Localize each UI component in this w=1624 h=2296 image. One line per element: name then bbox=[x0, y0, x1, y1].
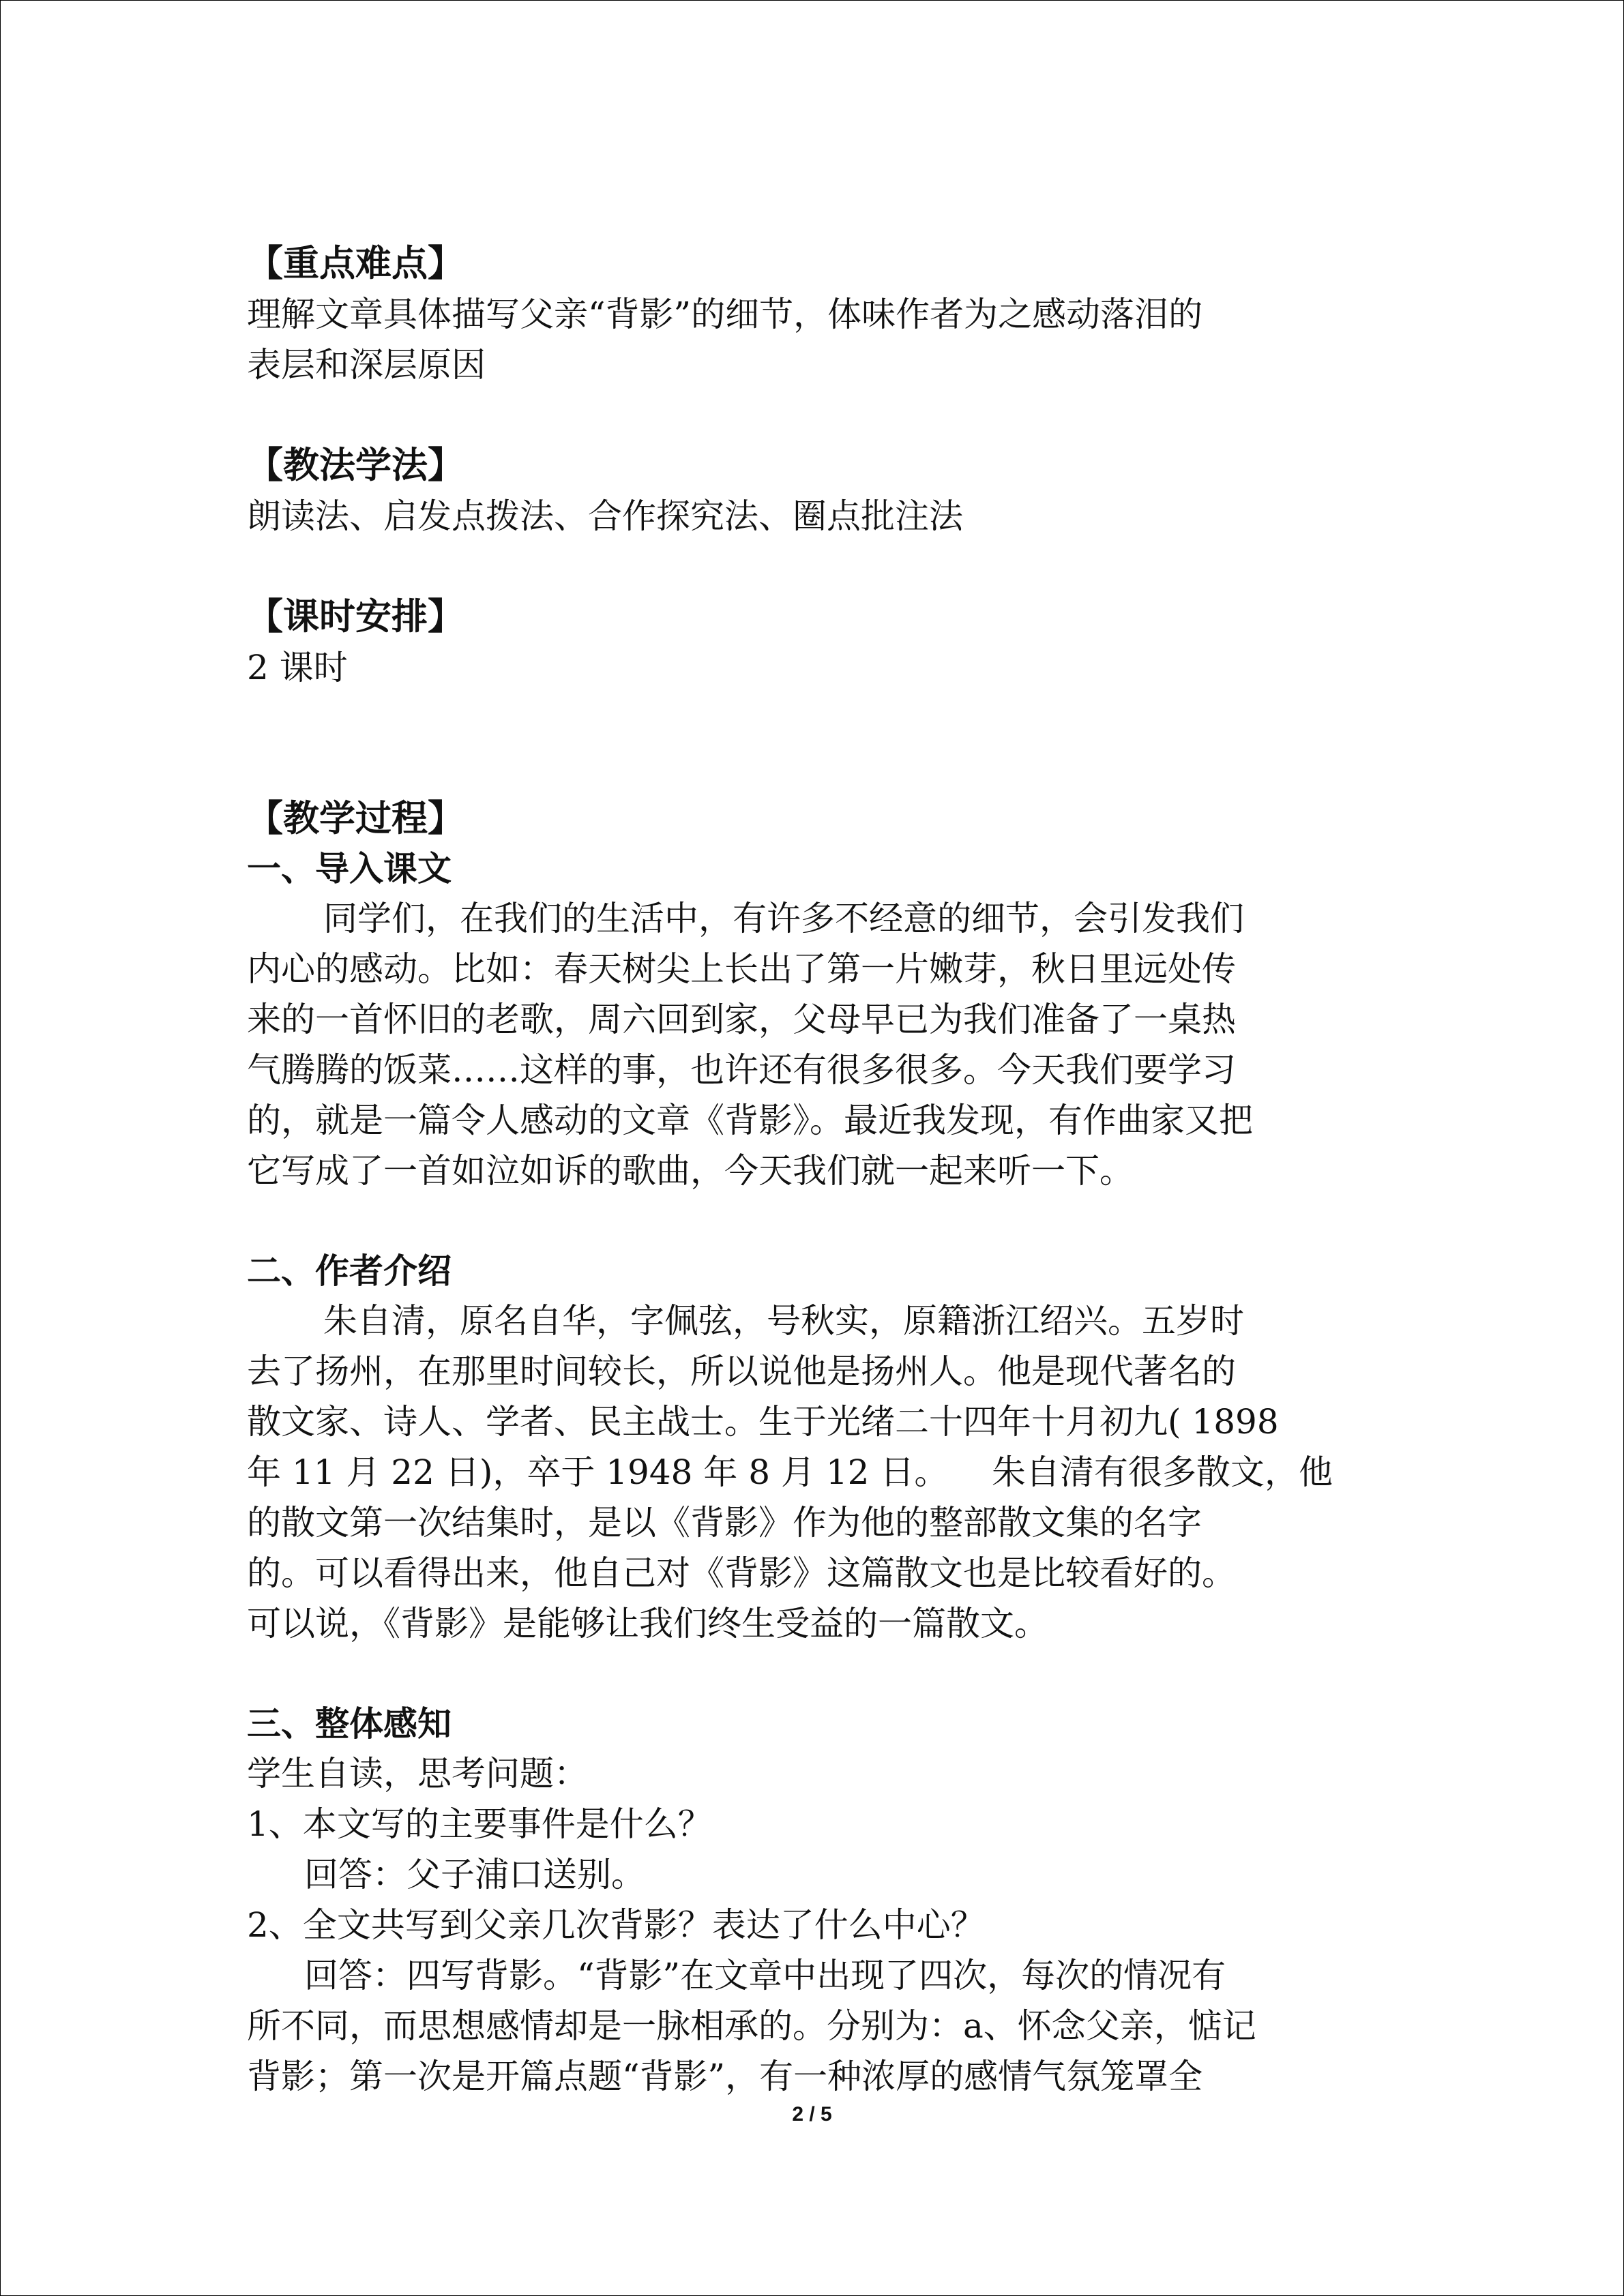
overview-title: 三、整体感知 bbox=[247, 1704, 452, 1744]
author-line-4: 年 11 月 22 日)，卒于 1948 年 8 月 12 日。 朱自清有很多散文，他 bbox=[247, 1452, 1333, 1492]
answer-2-line-1: 回答：四写背影。“背影”在文章中出现了四次，每次的情况有 bbox=[304, 1956, 1226, 1995]
question-1: 1、本文写的主要事件是什么？ bbox=[247, 1804, 712, 1844]
author-line-1: 朱自清，原名自华，字佩弦，号秋实，原籍浙江绍兴。五岁时 bbox=[323, 1301, 1244, 1341]
intro-line-4: 气腾腾的饭菜……这样的事，也许还有很多很多。今天我们要学习 bbox=[247, 1050, 1236, 1090]
intro-line-5: 的，就是一篇令人感动的文章《背影》。最近我发现，有作曲家又把 bbox=[247, 1101, 1253, 1140]
overview-prompt: 学生自读，思考问题： bbox=[247, 1754, 588, 1793]
page-number: 2 / 5 bbox=[792, 2103, 832, 2126]
schedule-line: 2 课时 bbox=[247, 648, 348, 687]
author-line-3: 散文家、诗人、学者、民主战士。生于光绪二十四年十月初九( 1898 bbox=[247, 1402, 1279, 1442]
intro-line-6: 它写成了一首如泣如诉的歌曲，今天我们就一起来听一下。 bbox=[247, 1151, 1134, 1191]
author-line-6: 的。可以看得出来，他自己对《背影》这篇散文也是比较看好的。 bbox=[247, 1553, 1236, 1593]
methods-heading: 【教法学法】 bbox=[247, 445, 464, 486]
author-line-7: 可以说，《背影》是能够让我们终生受益的一篇散文。 bbox=[247, 1604, 1048, 1643]
intro-line-3: 来的一首怀旧的老歌，周六回到家，父母早已为我们准备了一桌热 bbox=[247, 1000, 1236, 1039]
answer-2-line-2: 所不同，而思想感情却是一脉相承的。分别为：a、怀念父亲，惦记 bbox=[247, 2006, 1256, 2046]
process-heading: 【教学过程】 bbox=[247, 798, 464, 839]
key-points-line-1: 理解文章具体描写父亲“背影”的细节，体味作者为之感动落泪的 bbox=[247, 295, 1203, 334]
schedule-heading: 【课时安排】 bbox=[247, 596, 464, 638]
author-title: 二、作者介绍 bbox=[247, 1251, 452, 1291]
answer-2-line-3: 背影；第一次是开篇点题“背影”，有一种浓厚的感情气氛笼罩全 bbox=[247, 2057, 1203, 2096]
methods-line: 朗读法、启发点拨法、合作探究法、圈点批注法 bbox=[247, 496, 963, 536]
intro-title: 一、导入课文 bbox=[247, 849, 452, 889]
author-line-5: 的散文第一次结集时，是以《背影》作为他的整部散文集的名字 bbox=[247, 1503, 1202, 1542]
key-points-line-2: 表层和深层原因 bbox=[247, 345, 486, 385]
author-line-2: 去了扬州，在那里时间较长，所以说他是扬州人。他是现代著名的 bbox=[247, 1352, 1236, 1391]
intro-line-1: 同学们，在我们的生活中，有许多不经意的细节，会引发我们 bbox=[323, 899, 1244, 938]
key-points-heading: 【重点难点】 bbox=[247, 243, 464, 284]
intro-line-2: 内心的感动。比如：春天树尖上长出了第一片嫩芽，秋日里远处传 bbox=[247, 949, 1236, 989]
answer-1: 回答：父子浦口送别。 bbox=[304, 1855, 645, 1894]
question-2: 2、全文共写到父亲几次背影？表达了什么中心？ bbox=[247, 1905, 985, 1945]
document-body bbox=[247, 239, 1379, 2102]
